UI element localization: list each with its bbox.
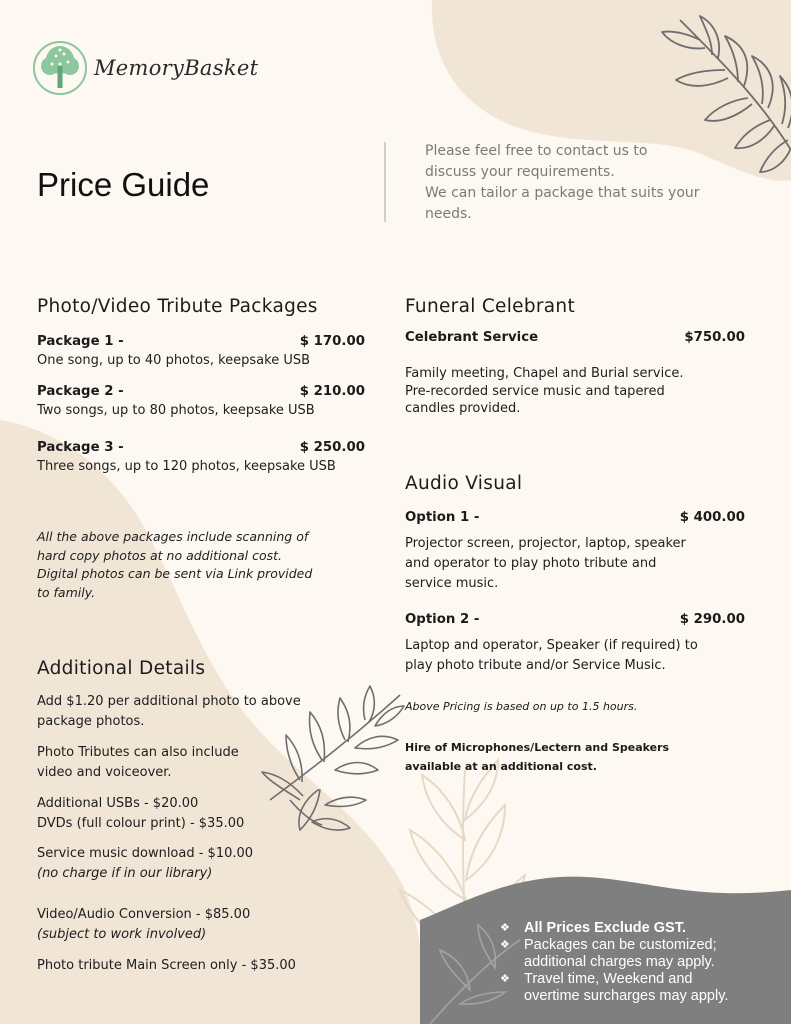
package-price: $ 250.00: [299, 440, 365, 455]
package-name: Package 2 -: [37, 384, 124, 399]
footer-note-item: [500, 920, 780, 937]
additional-heading: Additional Details: [37, 658, 206, 679]
additional-line: Additional USBs - $20.00: [37, 796, 199, 811]
option-desc-line: play photo tribute and/or Service Music.: [405, 658, 666, 673]
package-desc: One song, up to 40 photos, keepsake USB: [37, 353, 311, 368]
additional-line: Photo tribute Main Screen only - $35.00: [37, 958, 296, 973]
option-price: $ 290.00: [679, 612, 745, 627]
tree-icon: [41, 46, 79, 88]
option-name: Option 2 -: [405, 612, 480, 627]
additional-item: [37, 905, 250, 945]
intro-text: [425, 141, 725, 225]
note-line: All the above packages include scanning of: [37, 529, 309, 544]
option-price: $ 400.00: [679, 510, 745, 525]
brand-name: MemoryBasket: [94, 56, 259, 80]
intro-line: discuss your requirements.: [425, 164, 615, 180]
footer-note-line: additional charges may apply.: [524, 954, 715, 970]
option-desc-line: Projector screen, projector, laptop, speaker: [405, 536, 686, 551]
additional-line: video and voiceover.: [37, 765, 172, 780]
celebrant-desc-line: Pre-recorded service music and tapered: [405, 383, 665, 399]
package-header: [37, 384, 365, 399]
celebrant-price: $750.00: [684, 330, 745, 345]
additional-line: package photos.: [37, 714, 145, 729]
celebrant-heading: Funeral Celebrant: [405, 296, 576, 317]
pricing-note: Above Pricing is based on up to 1.5 hours.: [405, 700, 638, 713]
package-item: [37, 334, 365, 371]
footer-note-line: Travel time, Weekend and: [524, 971, 693, 987]
footer-notes: [500, 920, 780, 1005]
intro-line: needs.: [425, 206, 472, 222]
hire-note-line: available at an additional cost.: [405, 760, 597, 773]
option-name: Option 1 -: [405, 510, 480, 525]
option-desc: [405, 534, 686, 594]
package-name: Package 1 -: [37, 334, 124, 349]
celebrant-name: Celebrant Service: [405, 330, 539, 345]
package-item: [37, 384, 365, 421]
additional-line: Add $1.20 per additional photo to above: [37, 694, 301, 709]
page-title: Price Guide: [37, 166, 210, 203]
additional-line: Photo Tributes can also include: [37, 745, 239, 760]
option-header: [405, 612, 745, 627]
option-desc-line: Laptop and operator, Speaker (if required) to: [405, 638, 698, 653]
package-item: [37, 440, 365, 477]
additional-line: DVDs (full colour print) - $35.00: [37, 816, 245, 831]
hire-note-line: Hire of Microphones/Lectern and Speakers: [405, 741, 670, 754]
intro-line: We can tailor a package that suits your: [425, 185, 700, 201]
footer-note-item: [500, 937, 780, 971]
additional-line: Service music download - $10.00: [37, 846, 254, 861]
footer-note-item: [500, 971, 780, 1005]
package-header: [37, 334, 365, 349]
additional-item: [37, 956, 296, 976]
option-header: [405, 510, 745, 525]
package-name: Package 3 -: [37, 440, 124, 455]
note-line: to family.: [37, 584, 96, 600]
additional-item: [37, 692, 301, 732]
photo-video-heading: Photo/Video Tribute Packages: [37, 296, 318, 317]
celebrant-desc-line: candles provided.: [405, 401, 521, 416]
celebrant-desc: [405, 365, 683, 418]
title-divider: [384, 142, 386, 222]
additional-item: [37, 844, 253, 884]
additional-item: [37, 743, 239, 783]
package-desc: Two songs, up to 80 photos, keepsake USB: [37, 403, 315, 418]
option-desc-line: service music.: [405, 576, 499, 591]
diamond-bullet-icon: ❖: [500, 939, 510, 951]
additional-line: Video/Audio Conversion - $85.00: [37, 907, 251, 922]
footer-note-line: All Prices Exclude GST.: [524, 920, 686, 936]
hire-note: [405, 738, 669, 776]
footer-note-line: Packages can be customized;: [524, 937, 717, 953]
diamond-bullet-icon: ❖: [500, 922, 510, 934]
additional-item: [37, 794, 244, 834]
diamond-bullet-icon: ❖: [500, 973, 510, 985]
option-desc-line: and operator to play photo tribute and: [405, 556, 657, 571]
note-line: hard copy photos at no additional cost.: [37, 547, 283, 563]
package-header: [37, 440, 365, 455]
additional-line: (no charge if in our library): [37, 866, 213, 881]
packages-note: [37, 528, 312, 602]
additional-line: (subject to work involved): [37, 927, 207, 942]
footer-note-line: overtime surcharges may apply.: [524, 988, 729, 1004]
audio-heading: Audio Visual: [405, 473, 523, 494]
intro-line: Please feel free to contact us to: [425, 143, 648, 159]
package-price: $ 170.00: [299, 334, 365, 349]
option-desc: [405, 636, 698, 676]
note-line: Digital photos can be sent via Link provided: [37, 566, 313, 581]
package-desc: Three songs, up to 120 photos, keepsake USB: [37, 459, 336, 474]
celebrant-header: [405, 330, 745, 345]
package-price: $ 210.00: [299, 384, 365, 399]
celebrant-desc-line: Family meeting, Chapel and Burial service.: [405, 366, 684, 381]
